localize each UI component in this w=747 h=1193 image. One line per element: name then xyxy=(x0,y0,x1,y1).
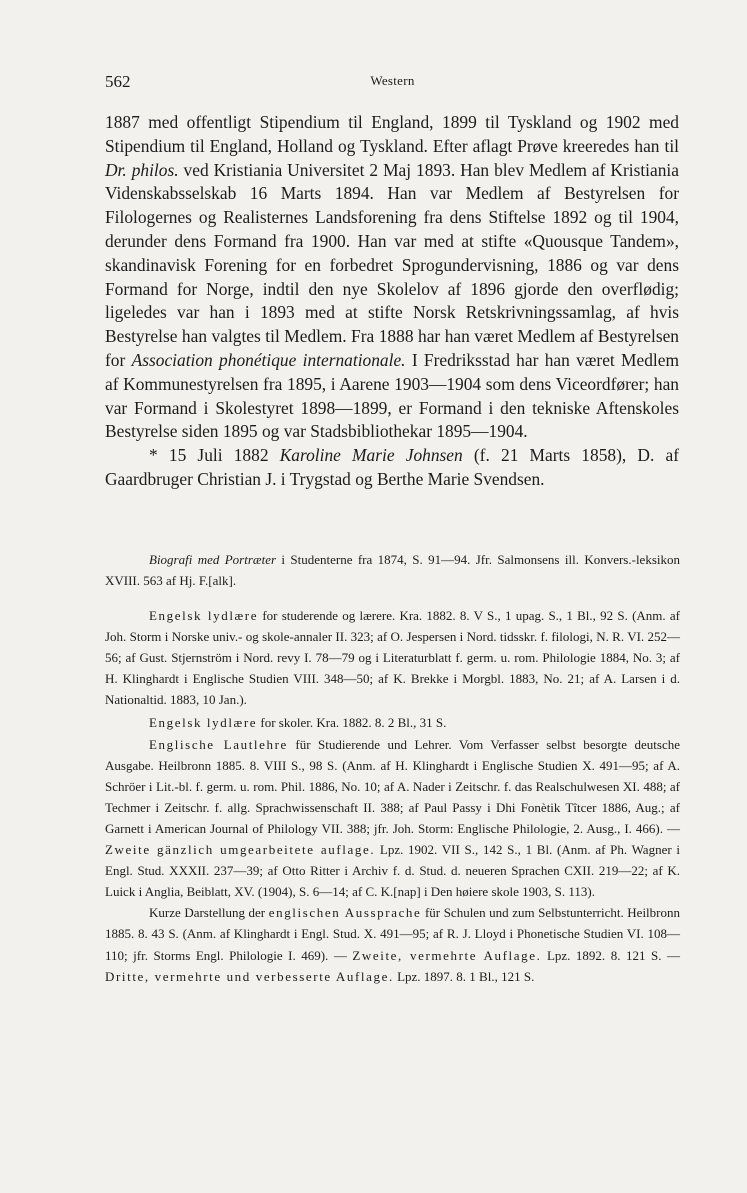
biography-paragraph: 1887 med offentligt Stipendium til England, 1899 til Tyskland og 1902 med Stipendium til England, Holland og Tyskland. Efter aflagt Prøve kreeredes han til Dr. philos. ved Kristiania Universitet 2 Maj 1893. Han blev Medlem af Kristiania Videnskabsselskab 16 Marts 1894. Han var Medlem af Bestyrelsen for Filologernes og Realisternes Landsforening fra dens Stiftelse 1892 og til 1904, derunder dens Formand fra 1900. Han var med at stifte «Quousque Tandem», skandinavisk Forening for en forbedret Sprogundervisning, 1886 og var dens Formand for Norge, indtil den nye Skolelov af 1896 gjorde den overflødig; ligeledes var han i 1893 med at stifte Norsk Retskrivningssamlag, af hvis Bestyrelse han valgtes til Medlem. Fra 1888 har han været Medlem af Bestyrelsen for Association phonétique internationale. I Fredriksstad har han været Medlem af Kommunestyrelsen fra 1895, i Aarene 1903—1904 som dens Viceordfører; han var Formand i Skolestyret 1898—1899, er Formand i den tekniske Aftenskoles Bestyrelse siden 1895 og var Stadsbibliothekar 1895—1904. xyxy=(105,112,679,442)
degree-title: Dr. philos. xyxy=(105,159,179,180)
association-name: Association phonétique internationale. xyxy=(131,349,406,370)
bibliography-entry: Englische Lautlehre für Studierende und Lehrer. Vom Verfasser selbst besorgte deutsche Ausgabe. Heilbronn 1885. 8. VIII S., 98 S. (Anm. af H. Klinghardt i Englische Studien X. 491—95; af A. Schröer i Lit.-bl. f. germ. u. rom. Phil. 1886, No. 10; af A. Nader i Zeitschr. f. das Realschulwesen XI. 488; af Techmer i Zeitschr. f. allg. Sprachwissenschaft II. 388; af Paul Passy i Dhi Fonètik Tîtcer 1886, Aug.; af Garnett i American Journal of Philology VII. 388; jfr. Joh. Storm: Englische Philologie, 2. Ausg., I. 466). — Zweite gänzlich umgearbeitete auflage. Lpz. 1902. VII S., 142 S., 1 Bl. (Anm. af Ph. Wagner i Engl. Stud. XXXII. 237—39; af Otto Ritter i Archiv f. d. Stud. d. neueren Sprachen CXII. 219—22; af K. Luick i Anglia, Beiblatt, XV. (1904), S. 6—14; af C. K.[nap] i Den høiere skole 1903, S. 113). xyxy=(105,736,680,900)
section-divider xyxy=(122,535,662,536)
page-header xyxy=(105,72,680,96)
spouse-name: Karoline Marie Johnsen xyxy=(279,445,463,466)
marriage-paragraph: * 15 Juli 1882 Karoline Marie Johnsen (f. 21 Marts 1858), D. af Gaardbruger Christian J. i Trygstad og Berthe Marie Svendsen. xyxy=(105,445,679,489)
bibliography-entry: Engelsk lydlære for studerende og lærere. Kra. 1882. 8. V S., 1 upag. S., 1 Bl., 92 S. (Anm. af Joh. Storm i Norske univ.- og skole-annaler II. 323; af O. Jespersen i Nord. tidsskr. f. filologi, N. R. VI. 252—56; af Gust. Stjernström i Nord. revy I. 78—79 og i Literaturblatt f. germ. u. rom. Philologie 1884, No. 3; af H. Klinghardt i Englische Studien VIII. 348—50; af K. Brekke i Morgbl. 1883, No. 21; af A. Larsen i d. Nationaltid. 1883, 10 Jan.). xyxy=(105,608,680,708)
biography-text xyxy=(105,111,679,492)
biography-source: Biografi med Portræter i Studenterne fra 1874, S. 91—94. Jfr. Salmonsens ill. Konvers.-leksikon XVIII. 563 af Hj. F.[alk]. xyxy=(105,552,680,589)
source-title: Biografi med Portræter xyxy=(149,552,277,567)
running-head: Western xyxy=(370,73,415,88)
bibliography-entry: Engelsk lydlære for skoler. Kra. 1882. 8. 2 Bl., 31 S. xyxy=(149,715,447,731)
bibliography-entry: Kurze Darstellung der englischen Aussprache für Schulen und zum Selbstunterricht. Heilbronn 1885. 8. 43 S. (Anm. af Klinghardt i Engl. Stud. X. 491—95; af R. J. Lloyd i Phonetische Studien VI. 108—110; jfr. Storms Engl. Philologie I. 469). — Zweite, vermehrte Auflage. Lpz. 1892. 8. 121 S. — Dritte, vermehrte und verbesserte Auflage. Lpz. 1897. 8. 1 Bl., 121 S. xyxy=(105,905,680,984)
bibliography xyxy=(105,605,680,987)
page-number: 562 xyxy=(105,72,131,91)
